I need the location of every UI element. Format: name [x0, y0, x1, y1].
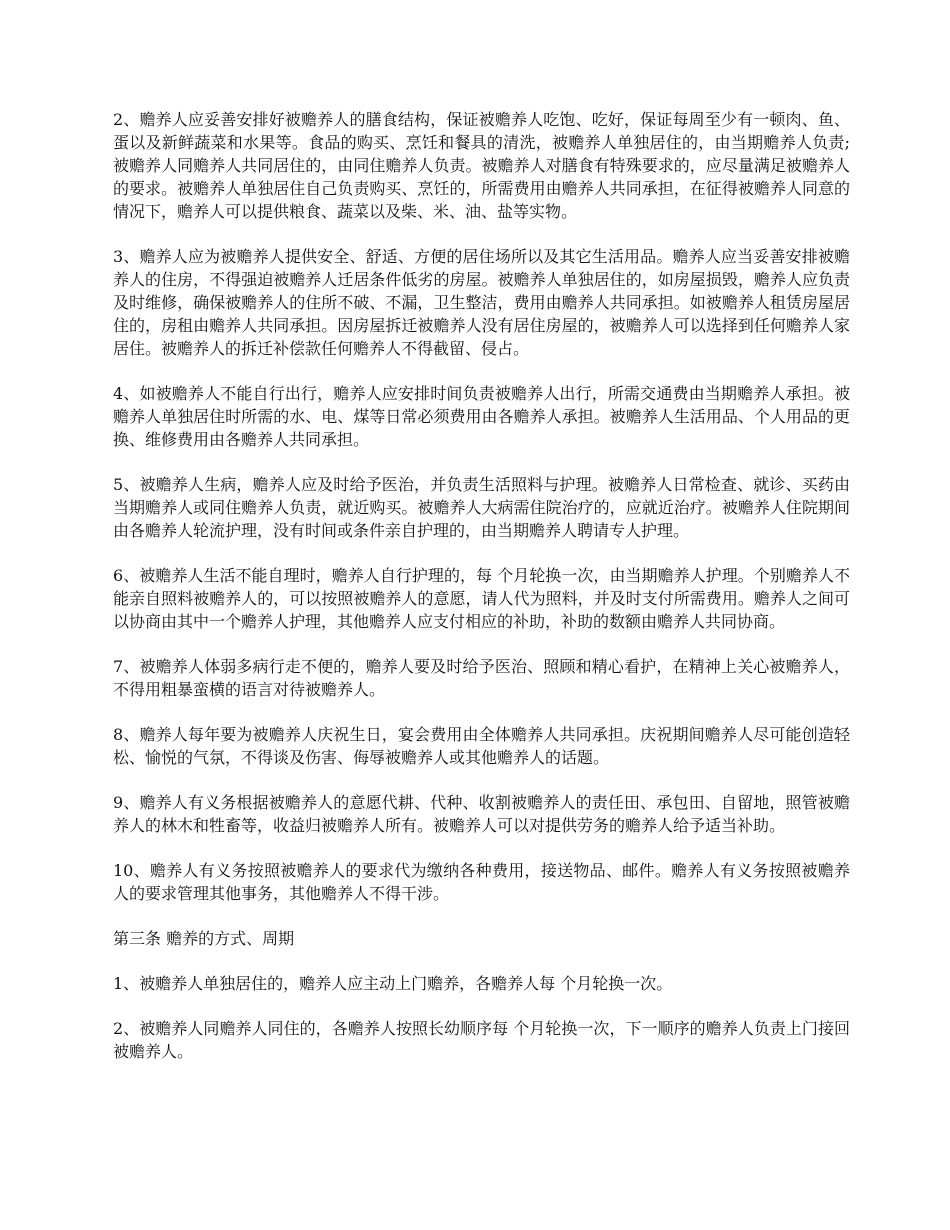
- paragraph-item-10: 10、赡养人有义务按照被赡养人的要求代为缴纳各种费用，接送物品、邮件。赡养人有义务按照被赡养人的要求管理其他事务，其他赡养人不得干涉。: [113, 861, 850, 903]
- paragraph-item-8: 8、赡养人每年要为被赡养人庆祝生日，宴会费用由全体赡养人共同承担。庆祝期间赡养人尽可能创造轻松、愉悦的气氛，不得谈及伤害、侮辱被赡养人或其他赡养人的话题。: [113, 725, 850, 767]
- paragraph-item-7: 7、被赡养人体弱多病行走不便的，赡养人要及时给予医治、照顾和精心看护，在精神上关心被赡养人，不得用粗暴蛮横的语言对待被赡养人。: [113, 657, 850, 699]
- paragraph-item-6: 6、被赡养人生活不能自理时，赡养人自行护理的，每 个月轮换一次，由当期赡养人护理。个别赡养人不能亲自照料被赡养人的，可以按照被赡养人的意愿，请人代为照料，并及时支付所需费用。赡养人之间可以协商由其中一个赡养人护理，其他赡养人应支付相应的补助，补助的数额由赡养人共同协商。: [113, 566, 850, 631]
- paragraph-item-2: 2、赡养人应妥善安排好被赡养人的膳食结构，保证被赡养人吃饱、吃好，保证每周至少有一顿肉、鱼、蛋以及新鲜蔬菜和水果等。食品的购买、烹饪和餐具的清洗，被赡养人单独居住的，由当期赡养人负责;被赡养人同赡养人共同居住的，由同住赡养人负责。被赡养人对膳食有特殊要求的，应尽量满足被赡养人的要求。被赡养人单独居住自己负责购买、烹饪的，所需费用由赡养人共同承担，在征得被赡养人同意的情况下，赡养人可以提供粮食、蔬菜以及柴、米、油、盐等实物。: [113, 110, 850, 221]
- paragraph-method-1: 1、被赡养人单独居住的，赡养人应主动上门赡养，各赡养人每 个月轮换一次。: [113, 974, 673, 993]
- paragraph-item-9: 9、赡养人有义务根据被赡养人的意愿代耕、代种、收割被赡养人的责任田、承包田、自留地，照管被赡养人的林木和牲畜等，收益归被赡养人所有。被赡养人可以对提供劳务的赡养人给予适当补助。: [113, 793, 850, 835]
- paragraph-method-2: 2、被赡养人同赡养人同住的，各赡养人按照长幼顺序每 个月轮换一次，下一顺序的赡养人负责上门接回被赡养人。: [113, 1019, 850, 1061]
- document-body: [113, 108, 850, 1085]
- paragraph-item-5: 5、被赡养人生病，赡养人应及时给予医治，并负责生活照料与护理。被赡养人日常检查、就诊、买药由当期赡养人或同住赡养人负责，就近购买。被赡养人大病需住院治疗的，应就近治疗。被赡养人住院期间由各赡养人轮流护理，没有时间或条件亲自护理的，由当期赡养人聘请专人护理。: [113, 475, 850, 540]
- section-heading-article-3: 第三条 赡养的方式、周期: [113, 929, 295, 948]
- paragraph-item-3: 3、赡养人应为被赡养人提供安全、舒适、方便的居住场所以及其它生活用品。赡养人应当妥善安排被赡养人的住房，不得强迫被赡养人迁居条件低劣的房屋。被赡养人单独居住的，如房屋损毁，赡养人应负责及时维修，确保被赡养人的住所不破、不漏，卫生整洁，费用由赡养人共同承担。如被赡养人租赁房屋居住的，房租由赡养人共同承担。因房屋拆迁被赡养人没有居住房屋的，被赡养人可以选择到任何赡养人家居住。被赡养人的拆迁补偿款任何赡养人不得截留、侵占。: [113, 247, 850, 358]
- paragraph-item-4: 4、如被赡养人不能自行出行，赡养人应安排时间负责被赡养人出行，所需交通费由当期赡养人承担。被赡养人单独居住时所需的水、电、煤等日常必须费用由各赡养人承担。被赡养人生活用品、个人用品的更换、维修费用由各赡养人共同承担。: [113, 384, 850, 449]
